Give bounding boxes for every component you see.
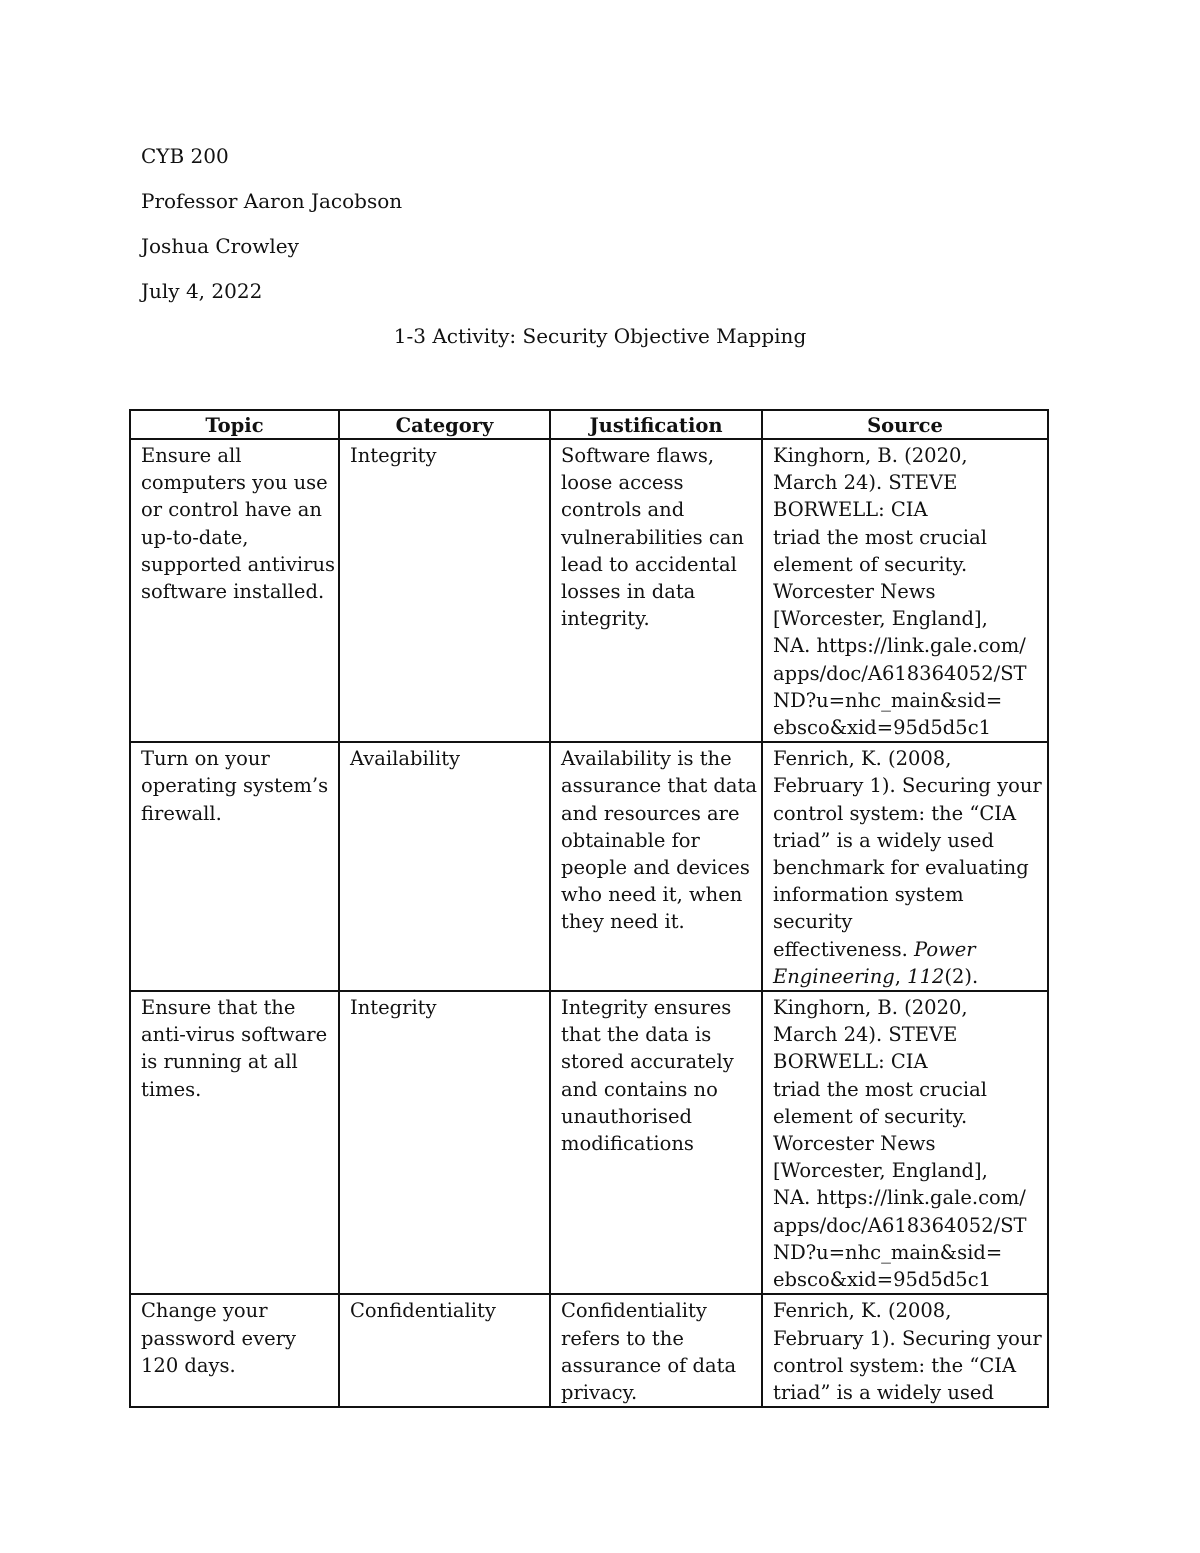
cell-text: March 24). STEVE [773, 1023, 958, 1047]
cell-text: Integrity [350, 996, 437, 1020]
professor-name: Professor Aaron Jacobson [141, 189, 403, 213]
cell-text: controls and [561, 498, 685, 522]
justification-cell [550, 742, 762, 991]
cell-text: assurance of data [561, 1353, 737, 1377]
cell-text: Change your [141, 1299, 268, 1323]
cell-text: up-to-date, [141, 525, 249, 549]
topic-cell [130, 439, 339, 742]
cell-text: and contains no [561, 1077, 718, 1101]
cell-text: Availability is the [561, 747, 732, 771]
cell-text: February 1). Securing your [773, 774, 1042, 798]
table-row [130, 742, 1048, 991]
cell-text: that the data is [561, 1023, 712, 1047]
cell-text: Confidentiality [561, 1299, 707, 1323]
cell-text: 120 days. [141, 1353, 236, 1377]
cell-text: anti-virus software [141, 1023, 328, 1047]
cell-text: password every [141, 1326, 296, 1350]
category-cell [339, 742, 550, 991]
cell-text: triad” is a widely used [773, 828, 994, 852]
cell-text: people and devices [561, 856, 750, 880]
source-link[interactable]: NA. https://link.gale.com/ [773, 1186, 1026, 1210]
source-issue: (2). [944, 964, 979, 988]
source-cell [762, 1294, 1048, 1407]
cell-text: March 24). STEVE [773, 471, 958, 495]
table-row [130, 1294, 1048, 1407]
column-header-topic: Topic [130, 410, 339, 439]
cell-text: Turn on your [141, 747, 270, 771]
justification-cell [550, 1294, 762, 1407]
cell-text: Software flaws, [561, 444, 715, 467]
cell-text: BORWELL: CIA [773, 1050, 928, 1074]
cell-text: BORWELL: CIA [773, 498, 928, 522]
source-link[interactable]: ND?u=nhc_main&sid= [773, 688, 1003, 712]
document-date: July 4, 2022 [141, 279, 263, 303]
cell-text [773, 936, 1041, 963]
cell-text: integrity. [561, 607, 650, 631]
cell-text: refers to the [561, 1326, 684, 1350]
cell-text: control system: the “CIA [773, 1353, 1017, 1377]
cell-text: firewall. [141, 801, 222, 825]
cell-text: element of security. [773, 552, 968, 576]
cell-text: Integrity ensures [561, 996, 732, 1020]
cell-text: lead to accidental [561, 552, 737, 576]
cell-text: element of security. [773, 1104, 968, 1128]
table-row [130, 439, 1048, 742]
topic-cell [130, 742, 339, 991]
cell-text: Ensure that the [141, 996, 296, 1020]
cell-text: [Worcester, England], [773, 1159, 988, 1183]
cell-text: privacy. [561, 1380, 638, 1404]
document-title: 1-3 Activity: Security Objective Mapping [393, 324, 807, 348]
column-header-source: Source [762, 410, 1048, 439]
column-header-category: Category [339, 410, 550, 439]
source-volume: 112 [907, 964, 945, 988]
cell-text: Worcester News [773, 1132, 936, 1156]
source-cell [762, 991, 1048, 1294]
justification-cell [550, 439, 762, 742]
source-cell [762, 439, 1048, 742]
security-mapping-table [129, 409, 1049, 1408]
cell-text: and resources are [561, 801, 740, 825]
cell-text: times. [141, 1077, 202, 1101]
cell-text: Kinghorn, B. (2020, [773, 996, 968, 1020]
cell-text: losses in data [561, 580, 696, 604]
cell-text: who need it, when [561, 883, 743, 907]
source-link[interactable]: ebsco&xid=95d5d5c1 [773, 716, 992, 740]
cell-text: vulnerabilities can [561, 525, 744, 549]
table-row [130, 991, 1048, 1294]
cell-text: Ensure all [141, 444, 242, 467]
cell-text: they need it. [561, 910, 685, 934]
course-code: CYB 200 [141, 144, 229, 168]
cell-text: modifications [561, 1132, 694, 1156]
cell-text: [Worcester, England], [773, 607, 988, 631]
cell-text: triad the most crucial [773, 1077, 987, 1101]
table-header-row [130, 410, 1048, 439]
cell-text: benchmark for evaluating [773, 856, 1029, 880]
cell-text: unauthorised [561, 1104, 693, 1128]
cell-text: Kinghorn, B. (2020, [773, 444, 968, 467]
column-header-justification: Justification [550, 410, 762, 439]
cell-text: Worcester News [773, 580, 936, 604]
cell-text: security [773, 910, 853, 934]
cell-text: Engineering, 112(2). [773, 964, 979, 988]
cell-text: software installed. [141, 580, 325, 604]
source-effectiveness: effectiveness. [773, 937, 908, 961]
cell-text: February 1). Securing your [773, 1326, 1042, 1350]
cell-text: Confidentiality [350, 1299, 496, 1323]
cell-text: information system [773, 883, 964, 907]
source-link[interactable]: apps/doc/A618364052/ST [773, 661, 1027, 685]
cell-text: stored accurately [561, 1050, 734, 1074]
cell-text: triad” is a widely used [773, 1380, 994, 1404]
cell-text: or control have an [141, 498, 322, 522]
topic-cell [130, 991, 339, 1294]
cell-text: Integrity [350, 444, 437, 467]
cell-text: obtainable for [561, 828, 700, 852]
cell-text: Fenrich, K. (2008, [773, 1299, 952, 1323]
source-link[interactable]: apps/doc/A618364052/ST [773, 1213, 1027, 1237]
source-link[interactable]: ebsco&xid=95d5d5c1 [773, 1268, 992, 1292]
cell-text: Fenrich, K. (2008, [773, 747, 952, 771]
category-cell [339, 991, 550, 1294]
cell-text: control system: the “CIA [773, 801, 1017, 825]
student-name: Joshua Crowley [141, 234, 299, 258]
cell-text: operating system’s [141, 774, 329, 798]
cell-text: is running at all [141, 1050, 298, 1074]
cell-text: computers you use [141, 471, 328, 495]
source-link[interactable]: NA. https://link.gale.com/ [773, 634, 1026, 658]
source-link[interactable]: ND?u=nhc_main&sid= [773, 1240, 1003, 1264]
source-journal: Power [914, 937, 976, 961]
topic-cell [130, 1294, 339, 1407]
category-cell [339, 1294, 550, 1407]
cell-text: assurance that data [561, 774, 757, 798]
cell-text: supported antivirus [141, 552, 336, 576]
cell-text: Availability [350, 747, 461, 771]
cell-text: loose access [561, 471, 684, 495]
source-journal-cont: Engineering [773, 964, 895, 988]
cell-text: triad the most crucial [773, 525, 987, 549]
category-cell [339, 439, 550, 742]
source-cell [762, 742, 1048, 991]
justification-cell [550, 991, 762, 1294]
